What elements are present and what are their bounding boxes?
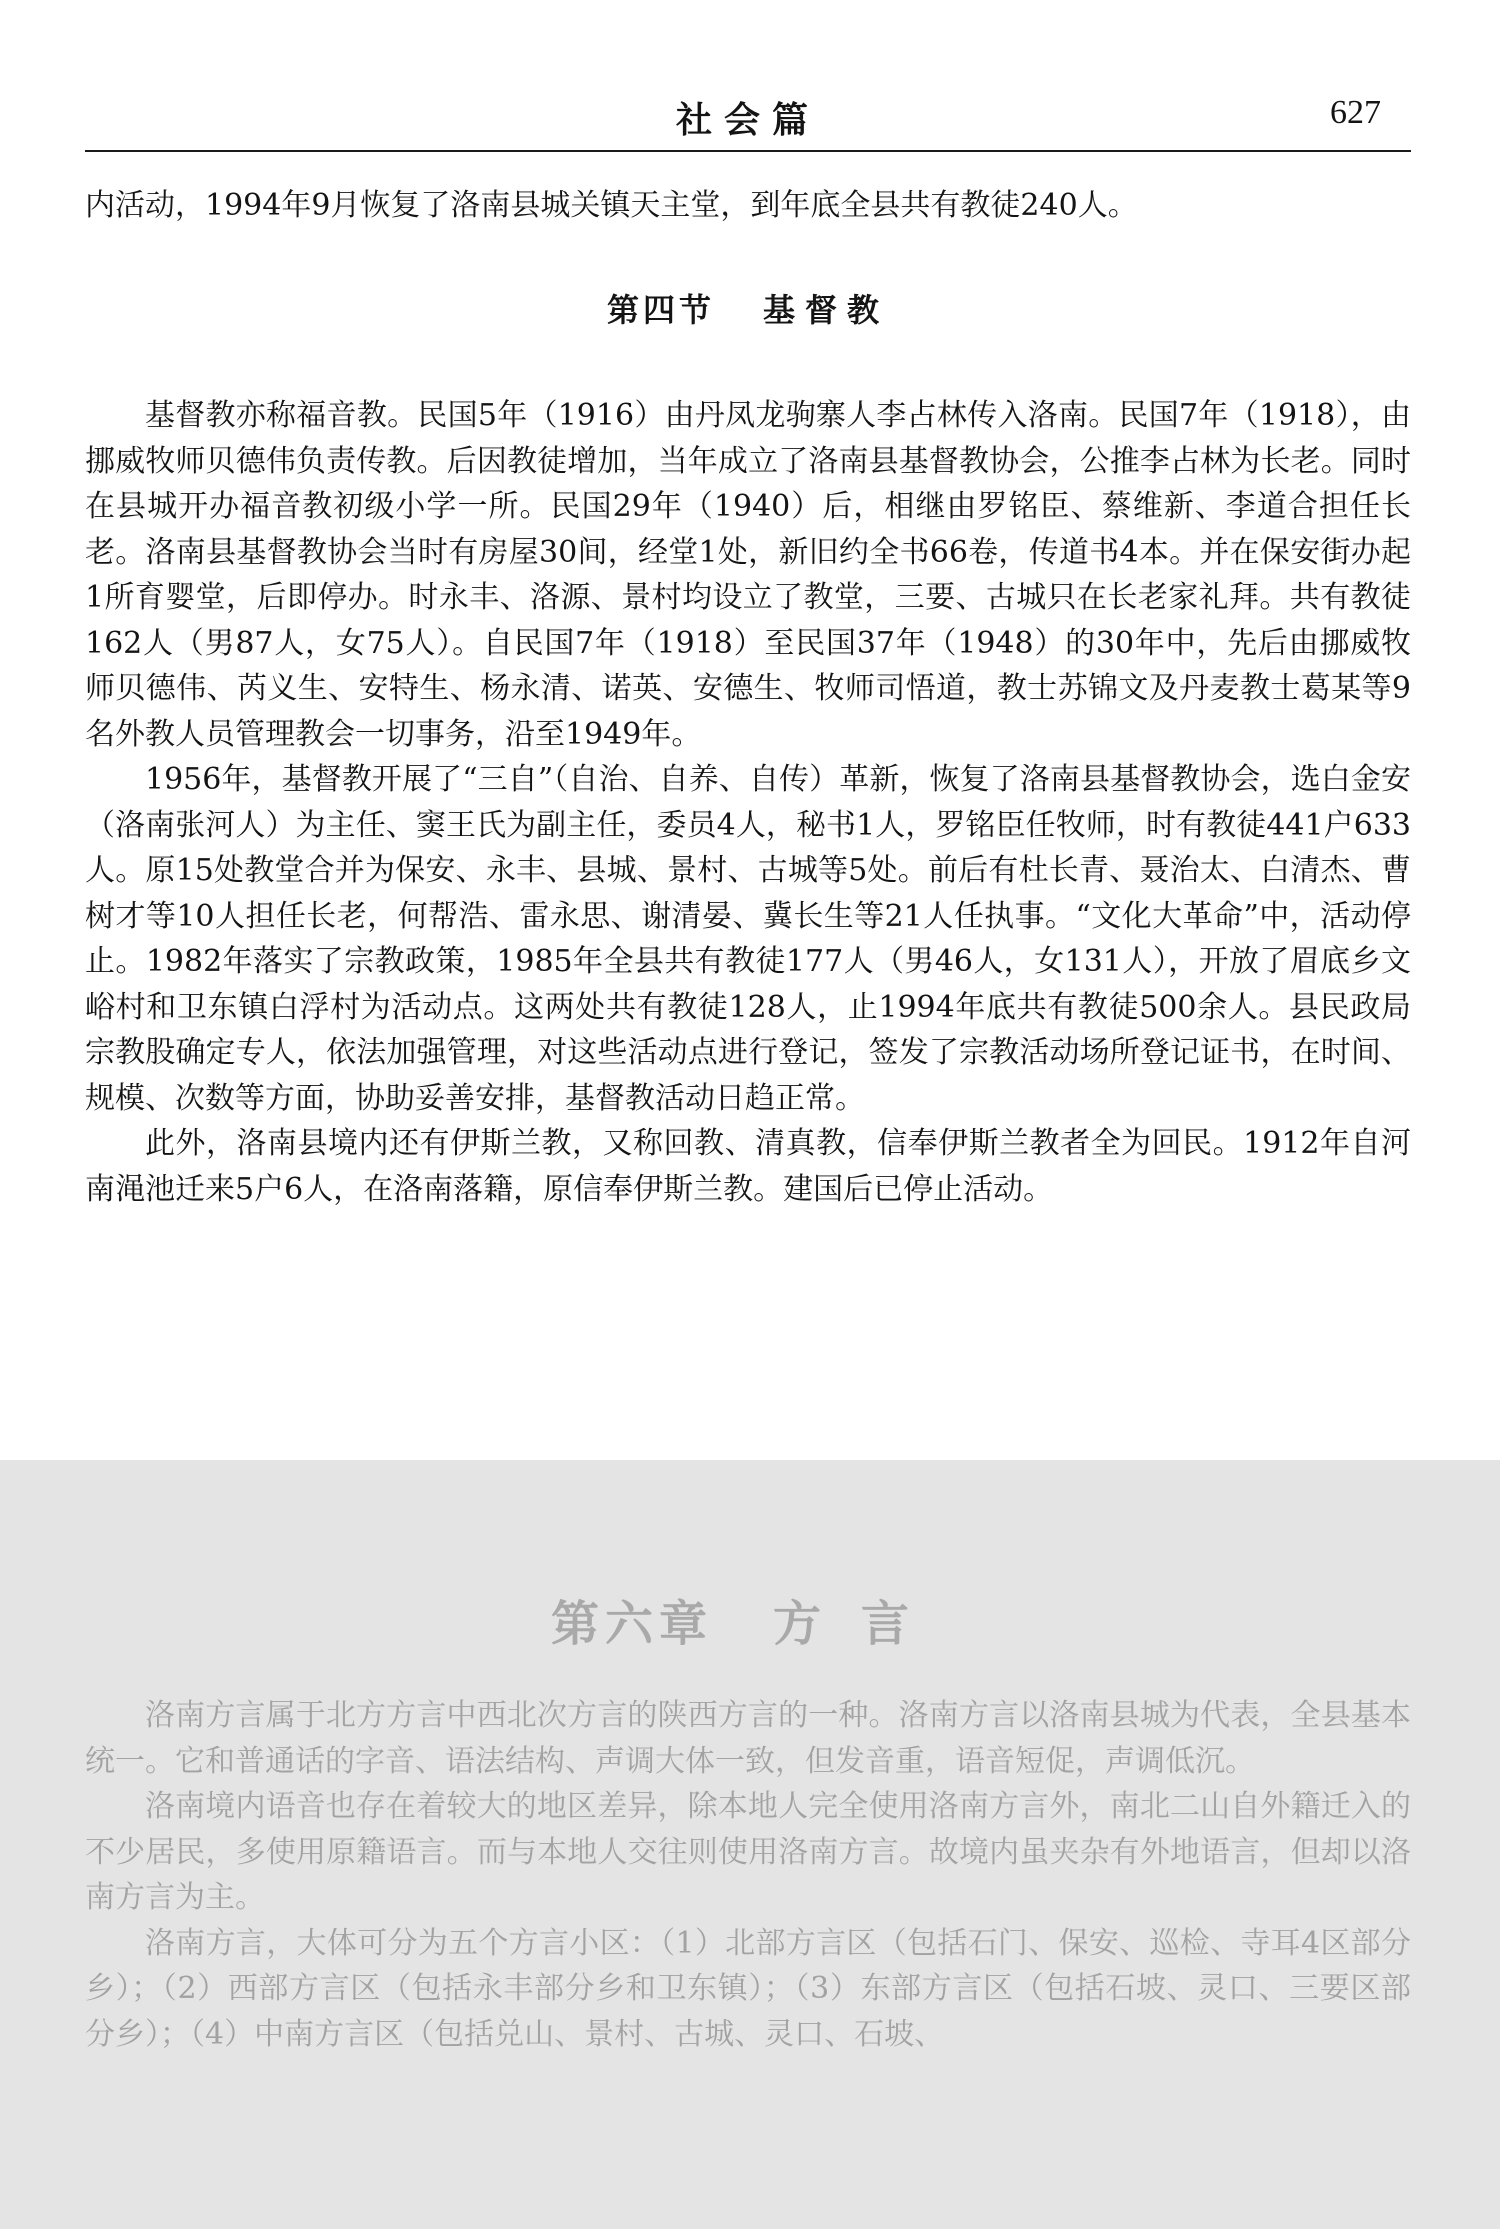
section-body [85,393,1411,1212]
chapter-body [85,1693,1411,2057]
paragraph: 基督教亦称福音教。民国5年（1916）由丹凤龙驹寨人李占林传入洛南。民国7年（1918），由挪威牧师贝德伟负责传教。后因教徒增加，当年成立了洛南县基督教协会，公推李占林为长老。同时在县城开办福音教初级小学一所。民国29年（1940）后，相继由罗铭臣、蔡维新、李道合担任长老。洛南县基督教协会当时有房屋30间，经堂1处，新旧约全书66卷，传道书4本。并在保安街办起1所育婴堂，后即停办。时永丰、洛源、景村均设立了教堂，三要、古城只在长老家礼拜。共有教徒162人（男87人，女75人）。自民国7年（1918）至民国37年（1948）的30年中，先后由挪威牧师贝德伟、芮义生、安特生、杨永清、诺英、安德生、牧师司悟道，教士苏锦文及丹麦教士葛某等9名外教人员管理教会一切事务，沿至1949年。 [85,398,1411,752]
running-head-title: 社会篇 [675,99,820,141]
paragraph: 此外，洛南县境内还有伊斯兰教，又称回教、清真教，信奉伊斯兰教者全为回民。1912年自河南渑池迁来5户6人，在洛南落籍，原信奉伊斯兰教。建国后已停止活动。 [85,1126,1411,1207]
section-number: 第四节 [606,291,715,329]
paragraph: 洛南方言，大体可分为五个方言小区：（1）北部方言区（包括石门、保安、巡检、寺耳4区部分乡）；（2）西部方言区（包括永丰部分乡和卫东镇）；（3）东部方言区（包括石坡、灵口、三要区部分乡）；（4）中南方言区（包括兑山、景村、古城、灵口、石坡、 [85,1925,1411,2052]
paragraph: 1956年，基督教开展了“三自”（自治、自养、自传）革新，恢复了洛南县基督教协会，选白金安（洛南张河人）为主任、窦王氏为副主任，委员4人，秘书1人，罗铭臣任牧师，时有教徒441户633人。原15处教堂合并为保安、永丰、县城、景村、古城等5处。前后有杜长青、聂治太、白清杰、曹树才等10人担任长老，何帮浩、雷永思、谢清晏、冀长生等21人任执事。“文化大革命”中，活动停止。1982年落实了宗教政策，1985年全县共有教徒177人（男46人，女131人），开放了眉底乡文峪村和卫东镇白浮村为活动点。这两处共有教徒128人，止1994年底共有教徒500余人。县民政局宗教股确定专人，依法加强管理，对这些活动点进行登记，签发了宗教活动场所登记证书，在时间、规模、次数等方面，协助妥善安排，基督教活动日趋正常。 [85,762,1411,1116]
page-number: 627 [1330,94,1381,131]
continuation-line: 内活动，1994年9月恢复了洛南县城关镇天主堂，到年底全县共有教徒240人。 [85,188,1138,223]
chapter-number: 第六章 [550,1596,713,1652]
continuation-text [85,183,1411,229]
chapter-title: 方言 [773,1596,950,1652]
paragraph: 洛南境内语音也存在着较大的地区差异，除本地人完全使用洛南方言外，南北二山自外籍迁入的不少居民，多使用原籍语言。而与本地人交往则使用洛南方言。故境内虽夹杂有外地语言，但却以洛南方言为主。 [85,1789,1411,1915]
section-title: 基督教 [763,291,890,329]
paragraph: 洛南方言属于北方方言中西北次方言的陕西方言的一种。洛南方言以洛南县城为代表，全县基本统一。它和普通话的字音、语法结构、声调大体一致，但发音重，语音短促，声调低沉。 [85,1698,1411,1779]
page-header [85,90,1411,152]
section-heading [85,285,1411,331]
chapter-heading [0,1585,1500,1654]
